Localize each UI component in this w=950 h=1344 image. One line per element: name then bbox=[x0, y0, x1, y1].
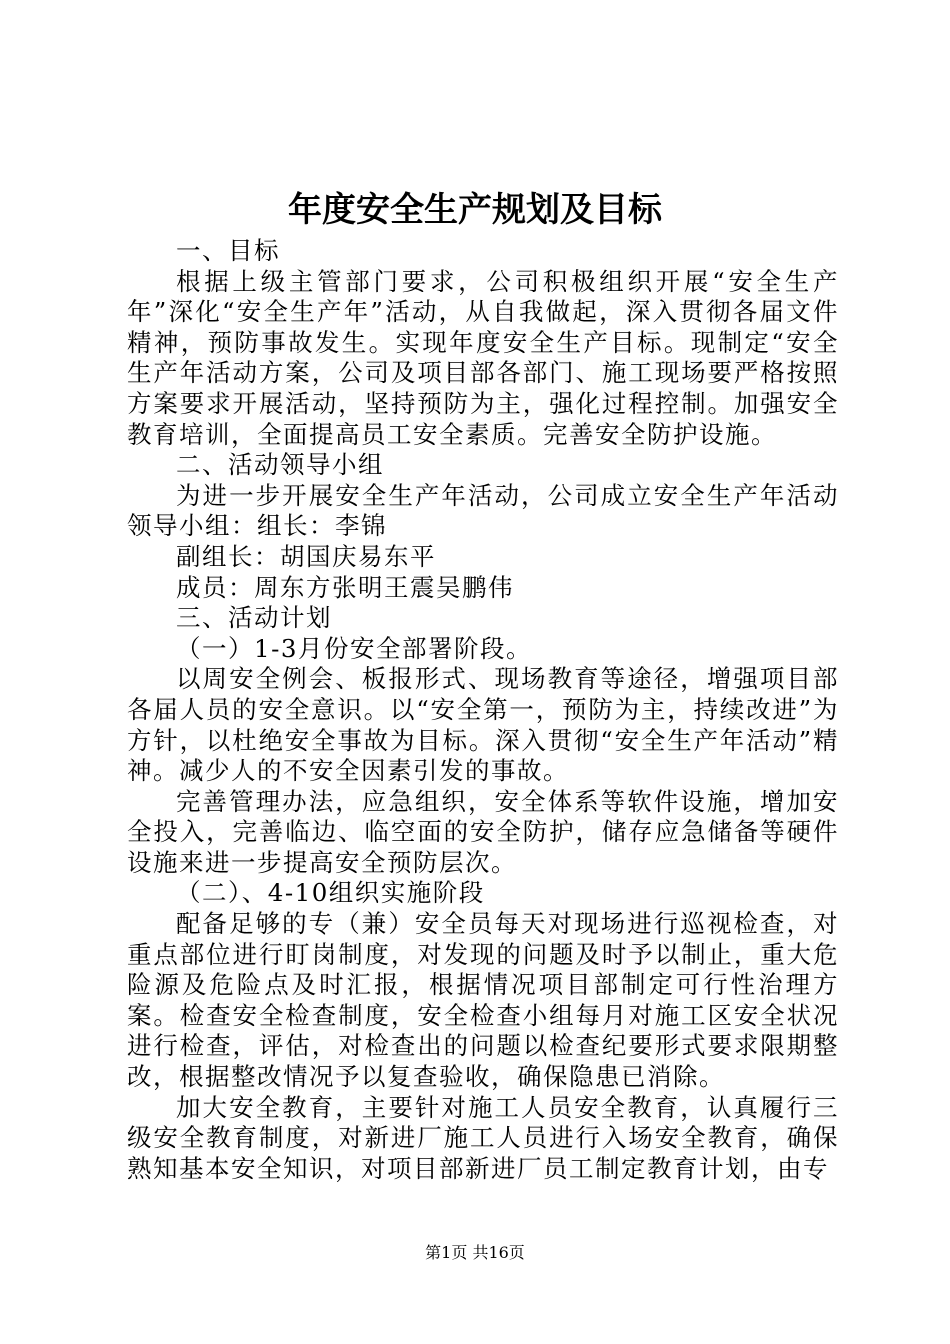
document-body bbox=[127, 236, 839, 1184]
section-heading-goal: 一、目标 bbox=[176, 236, 280, 265]
paragraph-phase-two-inspection: 配备足够的专（兼）安全员每天对现场进行巡视检查，对重点部位进行盯岗制度，对发现的问题及时予以制止，重大危险源及危险点及时汇报，根据情况项目部制定可行性治理方案。检查安全检查制度，安全检查小组每月对施工区安全状况进行检查，评估，对检查出的问题以检查纪要形式要求限期整改，根据整改情况予以复查验收，确保隐患已消除。 bbox=[127, 909, 839, 1092]
paragraph-deputy-leader: 副组长：胡国庆易东平 bbox=[176, 541, 436, 571]
paragraph-goal: 根据上级主管部门要求，公司积极组织开展“安全生产年”深化“安全生产年”活动，从自我做起，深入贯彻各届文件精神，预防事故发生。实现年度安全生产目标。现制定“安全生产年活动方案，公司及项目部各部门、施工现场要严格按照方案要求开展活动，坚持预防为主，强化过程控制。加强安全教育培训，全面提高员工安全素质。完善安全防护设施。 bbox=[127, 266, 839, 449]
page-title: 年度安全生产规划及目标 bbox=[288, 190, 662, 230]
section-heading-leadership: 二、活动领导小组 bbox=[176, 450, 384, 480]
subheading-phase-one: （一）1-3月份安全部署阶段。 bbox=[176, 633, 532, 663]
paragraph-phase-one-facilities: 完善管理办法，应急组织，安全体系等软件设施，增加安全投入，完善临边、临空面的安全防护，储存应急储备等硬件设施来进一步提高安全预防层次。 bbox=[127, 786, 839, 877]
subheading-phase-two: （二）、4-10组织实施阶段 bbox=[176, 878, 485, 908]
paragraph-phase-one-awareness: 以周安全例会、板报形式、现场教育等途径，增强项目部各届人员的安全意识。以“安全第一，预防为主，持续改进”为方针，以杜绝安全事故为目标。深入贯彻“安全生产年活动”精神。减少人的不安全因素引发的事故。 bbox=[127, 664, 839, 786]
paragraph-phase-two-education: 加大安全教育，主要针对施工人员安全教育，认真履行三级安全教育制度，对新进厂施工人员进行入场安全教育，确保熟知基本安全知识，对项目部新进厂员工制定教育计划，由专 bbox=[127, 1092, 839, 1183]
paragraph-leadership: 为进一步开展安全生产年活动，公司成立安全生产年活动领导小组：组长：李锦 bbox=[127, 480, 839, 541]
section-heading-plan: 三、活动计划 bbox=[176, 603, 332, 633]
paragraph-members: 成员：周东方张明王震吴鹏伟 bbox=[176, 572, 514, 602]
page-footer: 第1页 共16页 bbox=[425, 1243, 525, 1262]
